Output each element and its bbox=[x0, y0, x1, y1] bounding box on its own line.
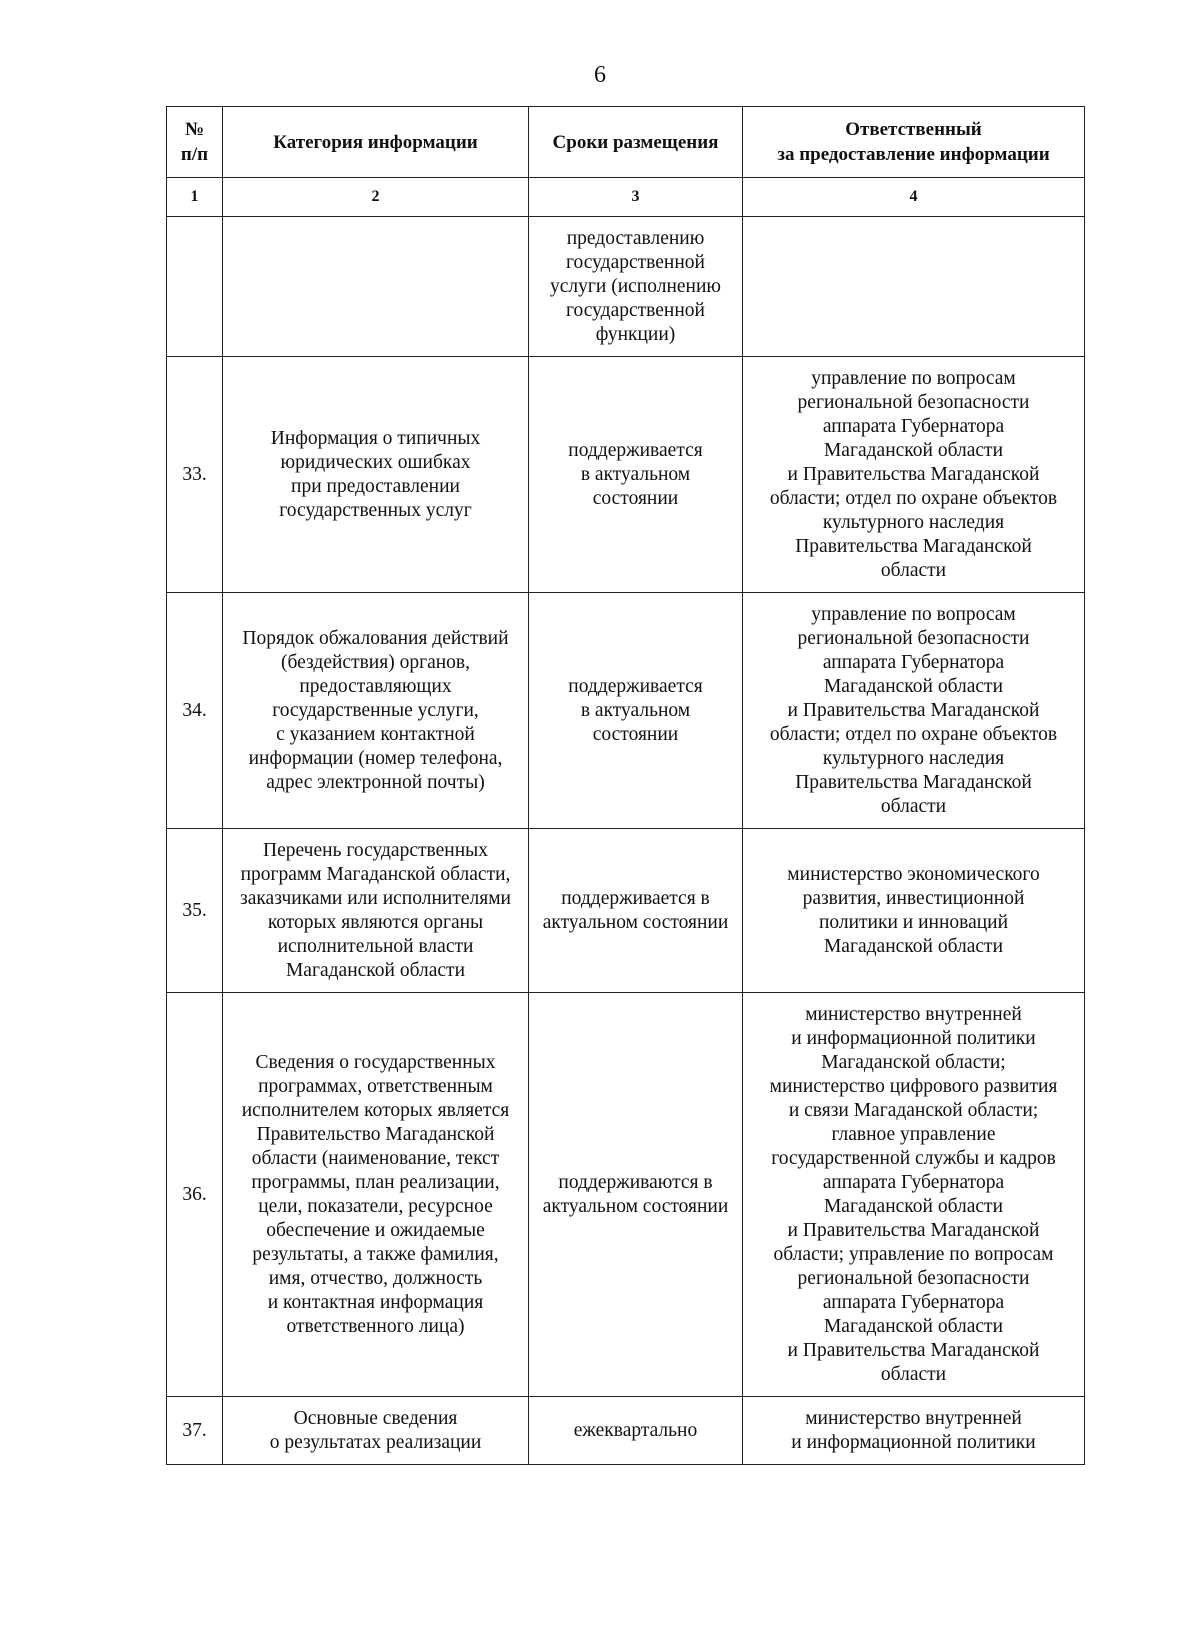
row-responsible: управление по вопросам региональной безопасности аппарата Губернатора Магаданской области и Правительства Магаданской области; отдел по охране объектов культурного наследия Правительства Магаданской области bbox=[743, 357, 1085, 593]
row-terms: предоставлению государственной услуги (исполнению государственной функции) bbox=[529, 217, 743, 357]
table-row bbox=[167, 357, 1085, 593]
row-responsible: министерство экономического развития, инвестиционной политики и инноваций Магаданской области bbox=[743, 829, 1085, 993]
table-row bbox=[167, 217, 1085, 357]
column-number: 4 bbox=[743, 178, 1085, 217]
row-num: 33. bbox=[167, 357, 223, 593]
row-terms: поддерживается в актуальном состоянии bbox=[529, 593, 743, 829]
header-row bbox=[167, 107, 1085, 178]
table-row bbox=[167, 593, 1085, 829]
row-num: 36. bbox=[167, 993, 223, 1397]
header-terms: Сроки размещения bbox=[529, 107, 743, 178]
row-category: Основные сведения о результатах реализации bbox=[223, 1397, 529, 1465]
row-num: 34. bbox=[167, 593, 223, 829]
info-table bbox=[166, 106, 1085, 1465]
row-responsible bbox=[743, 217, 1085, 357]
row-category bbox=[223, 217, 529, 357]
table-row bbox=[167, 1397, 1085, 1465]
row-category: Информация о типичных юридических ошибках при предоставлении государственных услуг bbox=[223, 357, 529, 593]
row-category: Порядок обжалования действий (бездействия) органов, предоставляющих государственные услуги, с указанием контактной информации (номер телефона, адрес электронной почты) bbox=[223, 593, 529, 829]
row-terms: ежеквартально bbox=[529, 1397, 743, 1465]
row-terms: поддерживается в актуальном состоянии bbox=[529, 829, 743, 993]
column-number: 1 bbox=[167, 178, 223, 217]
header-category: Категория информации bbox=[223, 107, 529, 178]
row-num: 35. bbox=[167, 829, 223, 993]
row-num bbox=[167, 217, 223, 357]
page-number: 6 bbox=[594, 62, 606, 88]
row-responsible: министерство внутренней и информационной политики bbox=[743, 1397, 1085, 1465]
column-number-row bbox=[167, 178, 1085, 217]
column-number: 3 bbox=[529, 178, 743, 217]
row-responsible: министерство внутренней и информационной политики Магаданской области; министерство цифрового развития и связи Магаданской области; главное управление государственной службы и кадров аппарата Губернатора Магаданской области и Правительства Магаданской области; управление по вопросам региональной безопасности аппарата Губернатора Магаданской области и Правительства Магаданской области bbox=[743, 993, 1085, 1397]
row-terms: поддерживается в актуальном состоянии bbox=[529, 357, 743, 593]
row-responsible: управление по вопросам региональной безопасности аппарата Губернатора Магаданской области и Правительства Магаданской области; отдел по охране объектов культурного наследия Правительства Магаданской области bbox=[743, 593, 1085, 829]
row-category: Перечень государственных программ Магаданской области, заказчиками или исполнителями которых являются органы исполнительной власти Магаданской области bbox=[223, 829, 529, 993]
row-category: Сведения о государственных программах, ответственным исполнителем которых является Правительство Магаданской области (наименование, текст программы, план реализации, цели, показатели, ресурсное обеспечение и ожидаемые результаты, а также фамилия, имя, отчество, должность и контактная информация ответственного лица) bbox=[223, 993, 529, 1397]
header-responsible: Ответственный за предоставление информации bbox=[743, 107, 1085, 178]
header-num: № п/п bbox=[167, 107, 223, 178]
table-row bbox=[167, 829, 1085, 993]
column-number: 2 bbox=[223, 178, 529, 217]
row-num: 37. bbox=[167, 1397, 223, 1465]
table-row bbox=[167, 993, 1085, 1397]
row-terms: поддерживаются в актуальном состоянии bbox=[529, 993, 743, 1397]
